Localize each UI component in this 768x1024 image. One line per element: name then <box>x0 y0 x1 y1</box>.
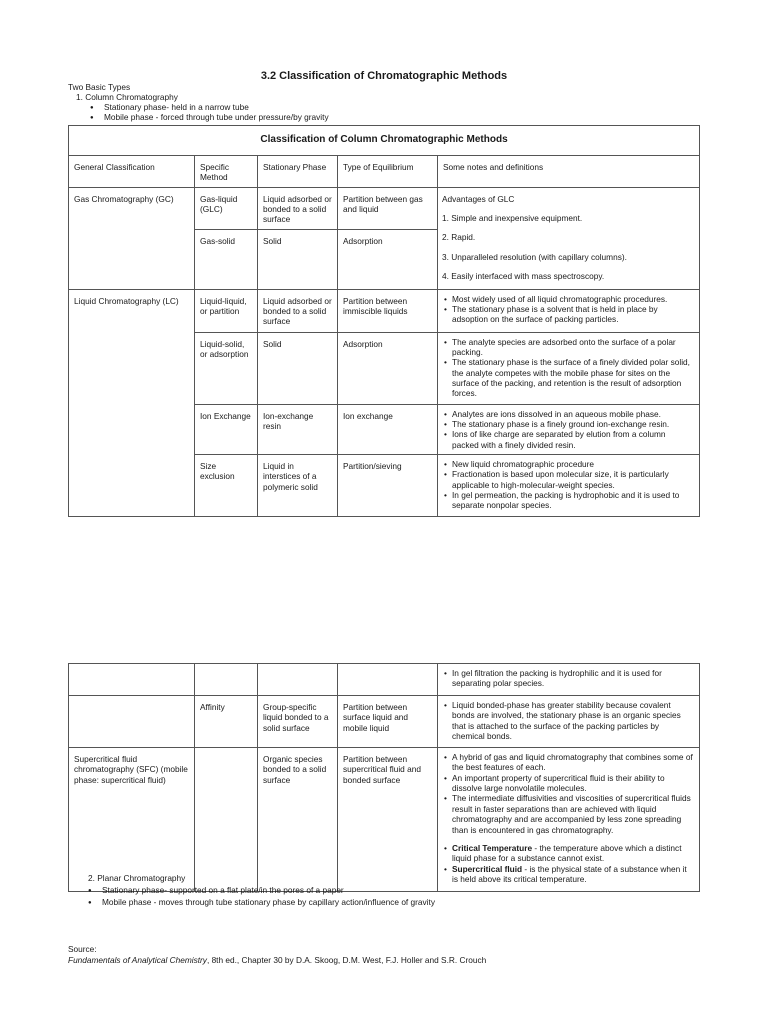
source-book-title: Fundamentals of Analytical Chemistry <box>68 955 207 965</box>
classification-cell <box>69 696 195 748</box>
notes-cell <box>438 696 700 748</box>
note-item: • The stationary phase is the surface of a finely divided polar solid, the analyte competes with the mobile phase for sites on the surface of the packing, and retention is the result of adsorption forces. <box>442 357 694 398</box>
intro-bullet: ●Stationary phase- held in a narrow tube <box>68 102 329 112</box>
note-line: 3. Unparalleled resolution (with capillary columns). <box>442 251 627 262</box>
header-cell: Type of Equilibrium <box>338 155 438 187</box>
phase-cell: Liquid adsorbed or bonded to a solid surface <box>258 187 338 229</box>
note-line: 1. Simple and inexpensive equipment. <box>442 212 583 223</box>
phase-cell: Group-specific liquid bonded to a solid surface <box>258 696 338 748</box>
outro-bullet: ●Mobile phase - moves through tube stationary phase by capillary action/influence of gravity <box>88 897 435 909</box>
classification-cell <box>69 664 195 696</box>
note-item: • Fractionation is based upon molecular size, it is particularly applicable to high-molecular-weight species. <box>442 469 694 490</box>
intro-section <box>68 82 329 122</box>
equilibrium-cell: Partition between surface liquid and mobile liquid <box>338 696 438 748</box>
phase-cell: Solid <box>258 229 338 289</box>
notes-cell <box>438 289 700 332</box>
classification-cell: Supercritical fluid chromatography (SFC) (mobile phase: supercritical fluid) <box>69 748 195 892</box>
note-item: • The stationary phase is a solvent that is held in place by adsoption on the surface of packing particles. <box>442 304 694 325</box>
table-row <box>69 187 700 229</box>
table-row <box>69 748 700 892</box>
equilibrium-cell: Partition/sieving <box>338 455 438 517</box>
method-cell: Liquid-solid, or adsorption <box>195 332 258 404</box>
definition-text: - is the physical state of a substance when it is held above its critical temperature. <box>452 863 687 884</box>
note-item: • The intermediate diffusivities and viscosities of supercritical fluids result in faster separations than are achieved with liquid chromatography and are accompanied by less zone spreading than is encountered in gas chromatography. <box>442 793 694 834</box>
equilibrium-cell: Partition between supercritical fluid and bonded surface <box>338 748 438 892</box>
classification-cell: Liquid Chromatography (LC) <box>69 289 195 516</box>
bullet-icon <box>90 112 104 123</box>
phase-cell: Ion-exchange resin <box>258 404 338 454</box>
table-row <box>69 696 700 748</box>
note-line: 4. Easily interfaced with mass spectroscopy. <box>442 270 605 281</box>
phase-cell: Solid <box>258 332 338 404</box>
bullet-icon <box>88 885 102 896</box>
phase-cell: Liquid in interstices of a polymeric solid <box>258 455 338 517</box>
definition-term: Critical Temperature <box>452 842 533 853</box>
note-item: • A hybrid of gas and liquid chromatography that combines some of the best features of each. <box>442 752 694 773</box>
method-cell <box>195 748 258 892</box>
note-item: • Ions of like charge are separated by elution from a column packed with a finely divided resin. <box>442 429 694 450</box>
equilibrium-cell: Partition between immiscible liquids <box>338 289 438 332</box>
equilibrium-cell: Adsorption <box>338 332 438 404</box>
header-row <box>69 155 700 187</box>
notes-cell <box>438 455 700 517</box>
note-item: • Analytes are ions dissolved in an aqueous mobile phase. <box>442 409 694 419</box>
header-cell: General Classification <box>69 155 195 187</box>
phase-cell: Organic species bonded to a solid surface <box>258 748 338 892</box>
method-cell: Ion Exchange <box>195 404 258 454</box>
note-item: • An important property of supercritical fluid is their ability to dissolve large nonvolatile molecules. <box>442 773 694 794</box>
method-cell: Size exclusion <box>195 455 258 517</box>
classification-table-continued <box>68 663 700 892</box>
notes-cell <box>438 332 700 404</box>
bullet-icon <box>90 102 104 113</box>
page-title: 3.2 Classification of Chromatographic Methods <box>260 70 508 82</box>
notes-cell <box>438 404 700 454</box>
note-item: • New liquid chromatographic procedure <box>442 459 694 469</box>
note-item: • The stationary phase is a finely ground ion-exchange resin. <box>442 419 694 429</box>
note-line: 2. Rapid. <box>442 232 476 243</box>
classification-cell: Gas Chromatography (GC) <box>69 187 195 289</box>
method-cell: Gas-liquid (GLC) <box>195 187 258 229</box>
phase-cell <box>258 664 338 696</box>
method-cell: Liquid-liquid, or partition <box>195 289 258 332</box>
phase-cell: Liquid adsorbed or bonded to a solid surface <box>258 289 338 332</box>
table-row <box>69 289 700 332</box>
note-item: • Liquid bonded-phase has greater stability because covalent bonds are involved, the stationary phase is an organic species that is attached to the surface of the packing particles by chemical bonds. <box>442 700 694 741</box>
intro-bullet: ●Mobile phase - forced through tube under pressure/by gravity <box>68 112 329 122</box>
notes-title: Advantages of GLC <box>442 193 515 204</box>
outro-section <box>88 873 435 909</box>
definition-item <box>442 864 694 885</box>
table-caption: Classification of Column Chromatographic Methods <box>69 126 700 156</box>
note-item: • In gel permeation, the packing is hydrophobic and it is used to separate nonpolar species. <box>442 490 694 511</box>
notes-cell <box>438 187 700 289</box>
note-item: • In gel filtration the packing is hydrophilic and it is used for separating polar species. <box>442 668 694 689</box>
header-cell: Stationary Phase <box>258 155 338 187</box>
bullet-icon <box>88 897 102 908</box>
header-cell: Some notes and definitions <box>438 155 700 187</box>
note-item: • Most widely used of all liquid chromatographic procedures. <box>442 294 694 304</box>
table-row <box>69 664 700 696</box>
source-label: Source: <box>68 944 97 954</box>
outro-bullet: ●Stationary phase- supported on a flat plate/in the pores of a paper <box>88 885 435 897</box>
definition-text: - the temperature above which a distinct liquid phase for a substance cannot exist. <box>452 842 682 864</box>
equilibrium-cell: Adsorption <box>338 229 438 289</box>
outro-item-planar: 2. Planar Chromatography <box>88 873 186 883</box>
note-item: • The analyte species are adsorbed onto the surface of a polar packing. <box>442 337 694 358</box>
intro-item-column: 1. Column Chromatography <box>76 92 178 102</box>
source-details: , 8th ed., Chapter 30 by D.A. Skoog, D.M. West, F.J. Holler and S.R. Crouch <box>206 955 487 965</box>
source-section <box>68 944 486 966</box>
definition-item <box>442 843 694 864</box>
method-cell <box>195 664 258 696</box>
source-citation <box>68 955 486 966</box>
equilibrium-cell: Partition between gas and liquid <box>338 187 438 229</box>
method-cell: Affinity <box>195 696 258 748</box>
intro-heading: Two Basic Types <box>68 82 131 92</box>
notes-cell <box>438 748 700 892</box>
equilibrium-cell: Ion exchange <box>338 404 438 454</box>
notes-cell <box>438 664 700 696</box>
method-cell: Gas-solid <box>195 229 258 289</box>
header-cell: Specific Method <box>195 155 258 187</box>
definition-term: Supercritical fluid <box>452 863 523 874</box>
equilibrium-cell <box>338 664 438 696</box>
classification-table <box>68 125 700 517</box>
